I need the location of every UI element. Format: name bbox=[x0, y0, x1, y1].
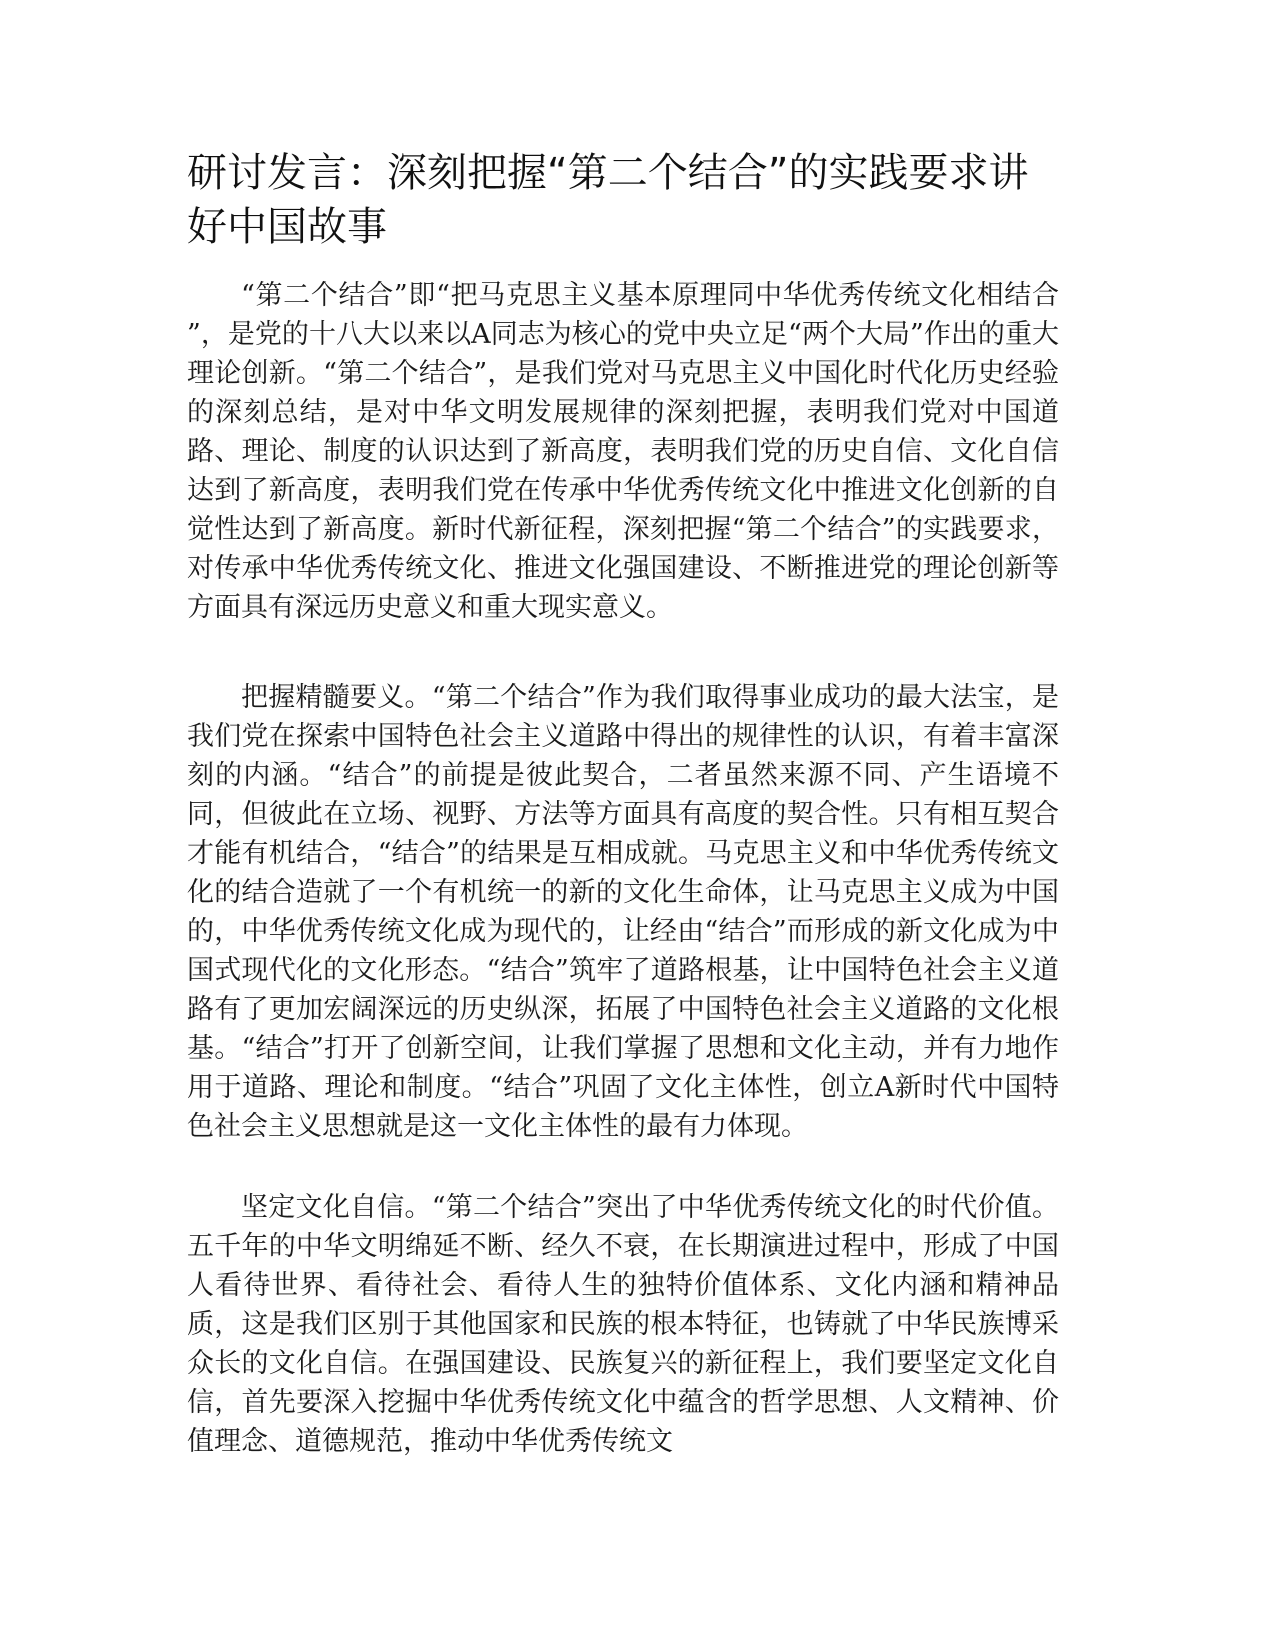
paragraph-intro: “第二个结合”即“把马克思主义基本原理同中华优秀传统文化相结合 ”，是党的十八大以来以A同志为核心的党中央立足“两个大局”作出的重大理论创新。“第二个结合”，是我们党对马克思主义中国化时代化历史经验的深刻总结，是对中华文明发展规律的深刻把握，表明我们党对中国道路、理论、制度的认识达到了新高度，表明我们党的历史自信、文化自信达到了新高度，表明我们党在传承中华优秀传统文化中推进文化创新的自觉性达到了新高度。新时代新征程，深刻把握“第二个结合”的实践要求，对传承中华优秀传统文化、推进文化强国建设、不断推进党的理论创新等方面具有深远历史意义和重大现实意义。 bbox=[187, 280, 1059, 623]
document-title: 研讨发言：深刻把握“第二个结合”的实践要求讲好中国故事 bbox=[187, 150, 1029, 250]
paragraph-grasp-essence: 把握精髓要义。“第二个结合”作为我们取得事业成功的最大法宝，是我们党在探索中国特色社会主义道路中得出的规律性的认识，有着丰富深刻的内涵。“结合”的前提是彼此契合，二者虽然来源不同、产生语境不同，但彼此在立场、视野、方法等方面具有高度的契合性。只有相互契合才能有机结合，“结合”的结果是互相成就。马克思主义和中华优秀传统文化的结合造就了一个有机统一的新的文化生命体，让马克思主义成为中国的，中华优秀传统文化成为现代的，让经由“结合”而形成的新文化成为中国式现代化的文化形态。“结合”筑牢了道路根基，让中国特色社会主义道路有了更加宏阔深远的历史纵深，拓展了中国特色社会主义道路的文化根基。“结合”打开了创新空间，让我们掌握了思想和文化主动，并有力地作用于道路、理论和制度。“结合”巩固了文化主体性，创立A新时代中国特色社会主义思想就是这一文化主体性的最有力体现。 bbox=[187, 682, 1059, 1142]
paragraph-cultural-confidence: 坚定文化自信。“第二个结合”突出了中华优秀传统文化的时代价值。五千年的中华文明绵延不断、经久不衰，在长期演进过程中，形成了中国人看待世界、看待社会、看待人生的独特价值体系、文化内涵和精神品质，这是我们区别于其他国家和民族的根本特征，也铸就了中华民族博采众长的文化自信。在强国建设、民族复兴的新征程上，我们要坚定文化自信，首先要深入挖掘中华优秀传统文化中蕴含的哲学思想、人文精神、价值理念、道德规范，推动中华优秀传统文 bbox=[187, 1192, 1059, 1457]
